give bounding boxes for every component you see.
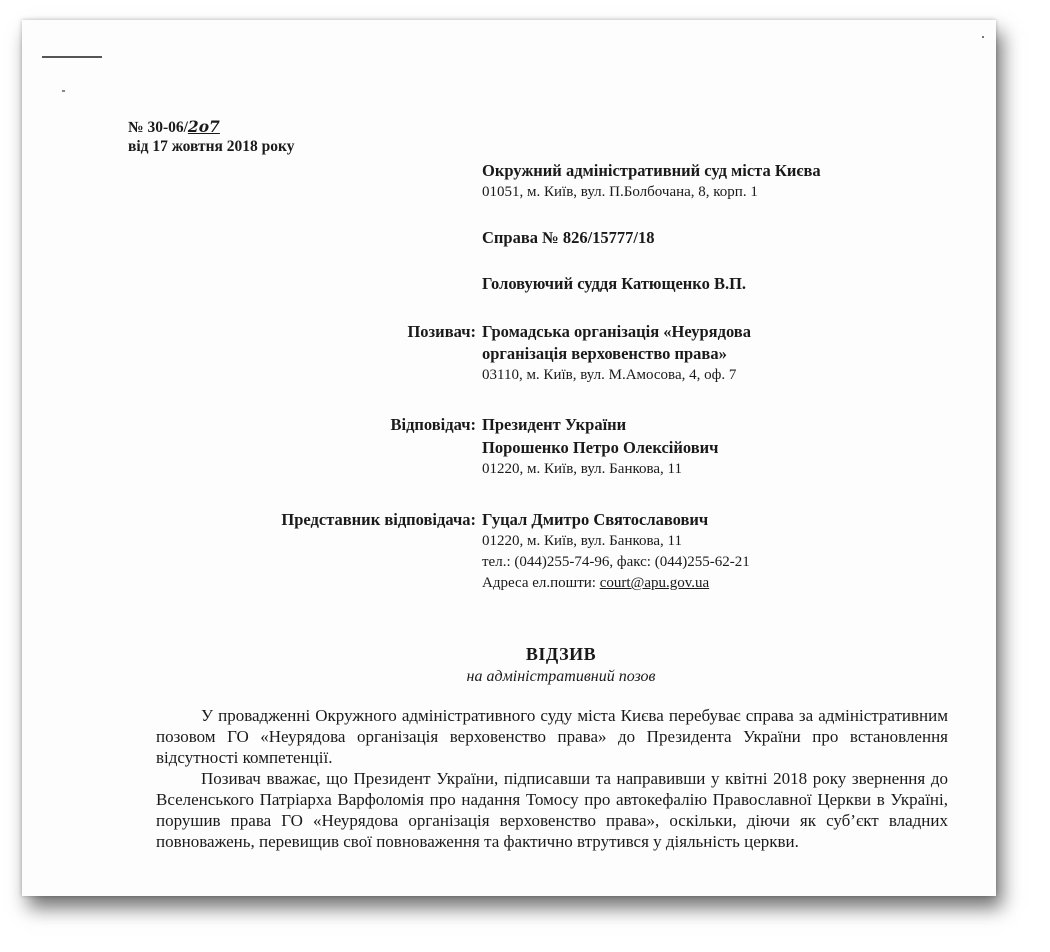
representative-address: 01220, м. Київ, вул. Банкова, 11 xyxy=(482,533,682,549)
email-link[interactable]: court@apu.gov.ua xyxy=(599,575,710,591)
doc-number xyxy=(128,117,220,137)
document-body xyxy=(156,705,948,852)
court-address: 01051, м. Київ, вул. П.Болбочана, 8, корп. 1 xyxy=(482,184,758,200)
representative-label: Представник відповідача: xyxy=(281,510,476,529)
document-subtitle: на адміністративний позов xyxy=(466,668,656,685)
representative-phones: тел.: (044)255-74-96, факс: (044)255-62-21 xyxy=(482,554,750,570)
document-title: ВІДЗИВ xyxy=(525,644,597,664)
document-page xyxy=(22,20,996,896)
representative-name: Гуцал Дмитро Святославович xyxy=(482,510,709,529)
plaintiff-name-line1: Громадська організація «Неурядова xyxy=(482,322,751,341)
defendant-label: Відповідач: xyxy=(390,415,476,434)
body-paragraph-2: Позивач вважає, що Президент України, підписавши та направивши у квітні 2018 року звернення до Вселенського Патріарха Варфоломія про надання Томосу про автокефалію Православної Церкви в Україні, порушив права ГО «Неурядова організація верховенство права», оскільки, діючи як суб’єкт владних повноважень, перевищив свої повноваження та фактично втрутився у діяльність церкви. xyxy=(156,769,948,851)
plaintiff-address: 03110, м. Київ, вул. М.Амосова, 4, оф. 7 xyxy=(482,367,737,383)
scan-mark xyxy=(42,56,102,58)
scan-mark xyxy=(62,90,65,92)
doc-date: від 17 жовтня 2018 року xyxy=(128,138,295,155)
defendant-name-line1: Президент України xyxy=(482,415,627,434)
presiding-judge: Головуючий суддя Катющенко В.П. xyxy=(482,274,747,293)
email-label: Адреса ел.пошти: xyxy=(482,575,600,591)
scan-mark xyxy=(982,36,984,38)
defendant-address: 01220, м. Київ, вул. Банкова, 11 xyxy=(482,461,682,477)
body-paragraph-1: У провадженні Окружного адміністративного суду міста Києва перебуває справа за адміністративним позовом ГО «Неурядова організація верховенство права» до Президента України про встановлення відсутності компетенції. xyxy=(156,706,948,767)
doc-number-handwritten: 2o7 xyxy=(187,117,220,136)
doc-number-prefix: № 30-06/ xyxy=(128,119,188,136)
plaintiff-name-line2: організація верховенство права» xyxy=(482,344,727,363)
defendant-name-line2: Порошенко Петро Олексійович xyxy=(482,438,719,457)
plaintiff-label: Позивач: xyxy=(407,322,476,341)
representative-email-line xyxy=(482,575,709,592)
court-name: Окружний адміністративний суд міста Києва xyxy=(482,161,821,180)
case-number: Справа № 826/15777/18 xyxy=(482,228,655,247)
